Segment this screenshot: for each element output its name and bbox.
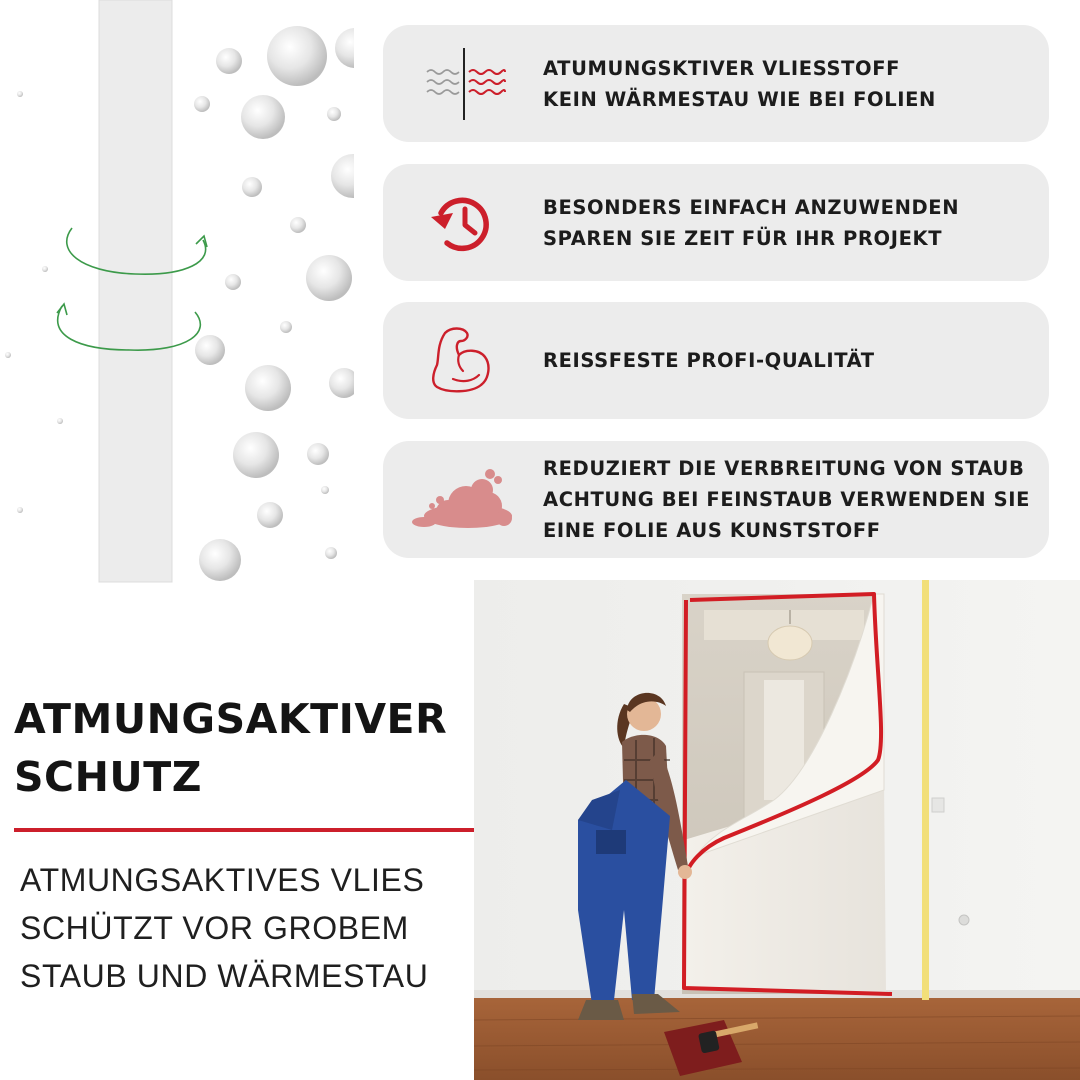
feature-line: BESONDERS EINFACH ANZUWENDEN: [543, 195, 960, 219]
product-photo: [474, 580, 1080, 1080]
feature-line: KEIN WÄRMESTAU WIE BEI FOLIEN: [543, 87, 936, 111]
wooden-floor: [474, 996, 1080, 1080]
membrane-layer: [99, 0, 172, 582]
feature-card-breathable: [383, 25, 1049, 142]
feature-card-easy-use: [383, 164, 1049, 281]
section-heading: [14, 690, 464, 806]
subtext-line: ATMUNGSAKTIVES VLIES: [20, 862, 425, 898]
red-divider: [14, 828, 544, 832]
feature-line: ACHTUNG BEI FEINSTAUB VERWENDEN SIE: [543, 488, 1031, 511]
feature-line: REDUZIERT DIE VERBREITUNG VON STAUB: [543, 457, 1025, 480]
feature-card-dust: [383, 441, 1049, 558]
feature-text-breathable: [543, 53, 936, 115]
breathable-fabric-icon: [413, 44, 513, 124]
masking-tape: [922, 580, 929, 1000]
heading-line: ATMUNGSAKTIVER: [14, 695, 448, 743]
feature-line: REISSFESTE PROFI-QUALITÄT: [543, 349, 875, 372]
breathable-membrane-illustration: [0, 0, 360, 585]
feature-text-easy-use: [543, 192, 959, 254]
feature-line: EINE FOLIE AUS KUNSTSTOFF: [543, 519, 881, 542]
feature-text-dust: [543, 453, 1030, 546]
dust-cloud-icon: [408, 460, 518, 540]
subtext-line: SCHÜTZT VOR GROBEM: [20, 910, 409, 946]
time-saving-clock-icon: [423, 183, 503, 263]
feature-text-tear-resistant: [543, 345, 875, 376]
heading-line: SCHUTZ: [14, 753, 202, 801]
section-subtext: [20, 856, 465, 1000]
feature-card-tear-resistant: [383, 302, 1049, 419]
feature-line: SPAREN SIE ZEIT FÜR IHR PROJEKT: [543, 226, 943, 250]
subtext-line: STAUB UND WÄRMESTAU: [20, 958, 429, 994]
particles: [5, 26, 360, 581]
ceiling-lamp: [768, 626, 812, 660]
strong-arm-icon: [423, 321, 503, 401]
feature-line: ATUMUNGSKTIVER VLIESSTOFF: [543, 56, 901, 80]
